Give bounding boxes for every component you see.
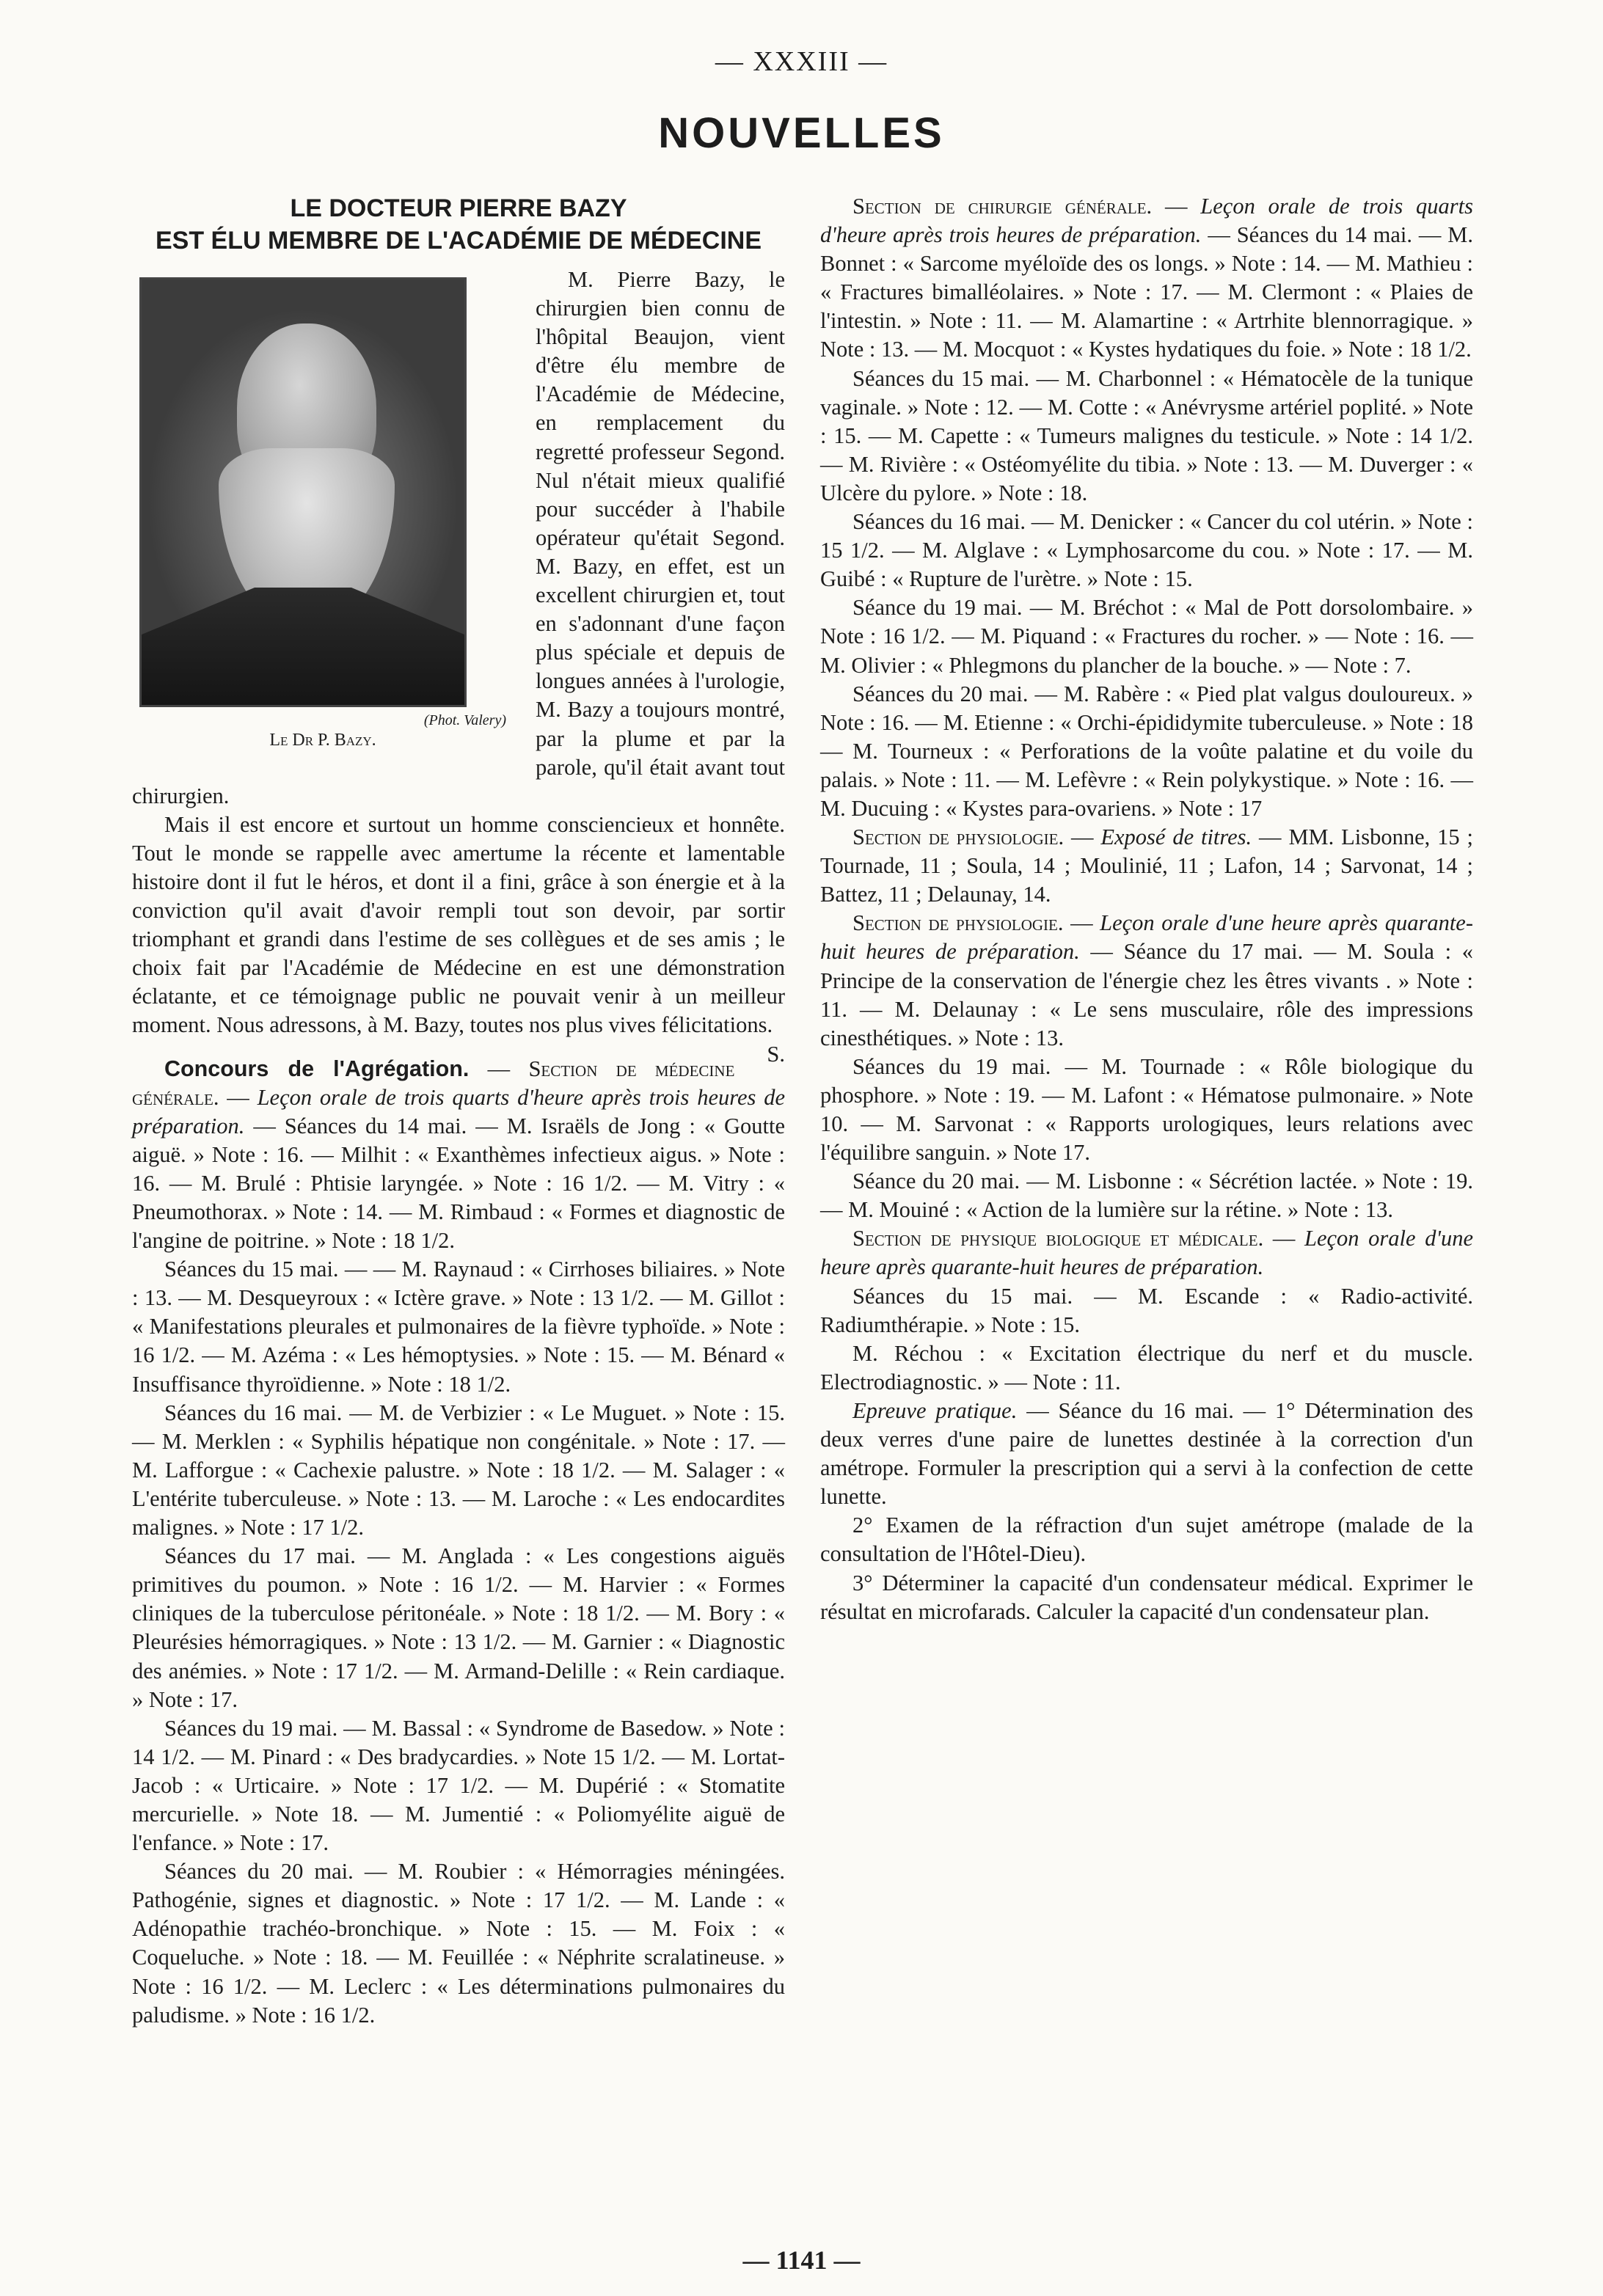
article-signature: S. <box>767 1041 785 1067</box>
section-physique-intro-paragraph: Section de physique biologique et médicale. — Leçon orale d'une heure après quarante-huit heures de préparation. <box>820 1226 1474 1280</box>
section-physiologie-intro: Exposé de titres. <box>1100 825 1252 850</box>
article-title-line2: EST ÉLU MEMBRE DE L'ACADÉMIE DE MÉDECINE <box>155 227 762 255</box>
section-physiologie-titres: Section de physiologie. — Exposé de titres. — MM. Lisbonne, 15 ; Tournade, 11 ; Soula, 14 ; Moulinié, 11 ; Lafon, 14 ; Sarvonat, 14 ; Battez, 11 ; Delaunay, 14. <box>820 825 1474 907</box>
portrait-photo <box>139 277 467 707</box>
section-physiologie-lecon-p3: Séance du 20 mai. — M. Lisbonne : « Sécrétion lactée. » Note : 19. — M. Mouiné : « Action de la lumière sur la rétine. » Note : 13. <box>820 1169 1473 1223</box>
left-column <box>132 192 785 2030</box>
section-physique-heading: Section de physique biologique et médicale. <box>852 1226 1264 1251</box>
section-physiologie-lecon-p2: Séances du 19 mai. — M. Tournade : « Rôle biologique du phosphore. » Note : 19. — M. Lafont : « Hématose pulmonaire. » Note 10. — M. Sarvonat : « Rapports urologiques, leurs relations avec l'équilibre sanguin. » Note 17. <box>820 1053 1473 1166</box>
section-physique-p2: M. Réchou : « Excitation électrique du nerf et du muscle. Electrodiagnostic. » — Note : 11. <box>820 1340 1473 1394</box>
epreuve-pratique-p1-text: — Séance du 16 mai. — 1° Détermination des deux verres d'une paire de lunettes destinée à la correction d'un amétrope. Formuler la prescription qui a servi à la confection de cette lunette. <box>820 1397 1474 1510</box>
article-paragraph-2-text: Mais il est encore et surtout un homme consciencieux et honnête. Tout le monde se rappelle avec amertume la récente et lamentable histoire dont il fut le héros, et dont il a fini, grâce à son énergie et à la conviction qu'il avait d'avoir rempli tout son devoir, par sortir triomphant et grandi dans l'estime de ses collègues et de ses amis ; le choix fait par l'Académie de Médecine en est une démonstration éclatante, et ce témoignage public ne pouvait venir à un meilleur moment. Nous adressons, à M. Bazy, toutes nos plus vives félicitations. <box>132 811 785 1038</box>
epreuve-pratique-p2: 2° Examen de la réfraction d'un sujet amétrope (malade de la consultation de l'Hôtel-Dieu). <box>820 1513 1473 1567</box>
epreuve-pratique-p1 <box>820 1397 1473 1511</box>
concours-paragraph: Concours de l'Agrégation. — Section de médecine générale. — Leçon orale de trois quarts d'heure après trois heures de préparation. — Séances du 14 mai. — M. Israëls de Jong : « Goutte aiguë. » Note : 16. — Milhit : « Exanthèmes infectieux aigus. » Note : 16. — M. Brulé : Phtisie laryngée. » Note : 16 1/2. — M. Vitry : « Pneumothorax. » Note : 14. — M. Rimbaud : « Formes et diagnostic de l'angine de poitrine. » Note : 18 1/2. <box>132 1056 785 1254</box>
concours-heading: Concours de l'Agrégation. <box>164 1056 470 1081</box>
right-column <box>820 192 1473 1626</box>
photo-credit: (Phot. Valery) <box>423 712 506 728</box>
section-chirurgie-p5: Séances du 20 mai. — M. Rabère : « Pied plat valgus douloureux. » Note : 16. — M. Etienne : « Orchi-épididymite tuberculeuse. » Note : 18 — M. Tourneux : « Perforations de la voûte palatine et du voile du palais. » Note : 11. — M. Lefèvre : « Rein polykystique. » Note : 16. — M. Ducuing : « Kystes para-ovariens. » Note : 17 <box>820 681 1473 821</box>
article-paragraph-2 <box>132 811 785 1067</box>
section-chirurgie-p4: Séance du 19 mai. — M. Bréchot : « Mal de Pott dorsolombaire. » Note : 16 1/2. — M. Piquand : « Fractures du rocher. » — Note : 16. — M. Olivier : « Phlegmons du plancher de la bouche. » — Note : 7. <box>820 595 1473 678</box>
section-medecine-p4: Séances du 17 mai. — M. Anglada : « Les congestions aiguës primitives du poumon. » Note : 16 1/2. — M. Harvier : « Formes cliniques de la tuberculose péritonéale. » Note : 18 1/2. — M. Bory : « Pleurésies hémorragiques. » Note : 13 1/2. — M. Garnier : « Diagnostic des anémies. » Note : 17 1/2. — M. Armand-Delille : « Rein cardiaque. » Note : 17. <box>132 1543 785 1712</box>
article-title-line1: LE DOCTEUR PIERRE BAZY <box>290 194 627 222</box>
page-number: — XXXIII — <box>715 46 888 77</box>
section-rubric: NOUVELLES <box>658 109 945 157</box>
epreuve-pratique-label: Epreuve pratique. <box>852 1397 1018 1423</box>
page-footer-number: — 1141 — <box>742 2245 861 2275</box>
section-medecine-intro: Leçon orale de trois quarts d'heure après trois heures de préparation. <box>132 1084 785 1138</box>
photo-caption: Le Dr P. Bazy. <box>269 731 376 750</box>
section-medecine-heading: Section de médecine générale. <box>132 1056 735 1110</box>
article-paragraph-1: M. Pierre Bazy, le chirurgien bien connu de l'hôpital Beaujon, vient d'être élu membre de l'Académie de Médecine, en remplacement du regretté professeur Segond. Nul n'était mieux qualifié pour succéder à l'habile opérateur qu'était Segond. M. Bazy, en effet, est un excellent chirurgien et, tout en s'adonnant d'une façon plus spéciale et depuis de longues années à l'urologie, M. Bazy a toujours montré, par la plume et par la parole, qu'il était avant tout chirurgien. <box>132 267 785 808</box>
section-medecine-p6: Séances du 20 mai. — M. Roubier : « Hémorragies méningées. Pathogénie, signes et diagnostic. » Note : 17 1/2. — M. Lande : « Adénopathie trachéo-bronchique. » Note : 15. — M. Foix : « Coqueluche. » Note : 18. — M. Feuillée : « Néphrite scralatineuse. » Note : 16 1/2. — M. Leclerc : « Les déterminations pulmonaires du paludisme. » Note : 16 1/2. <box>132 1859 785 2028</box>
portrait-coat <box>142 588 464 705</box>
section-physiologie-heading: Section de physiologie. <box>852 825 1065 850</box>
section-physiologie-lecon-p1-text: Séance du 17 mai. — M. Soula : « Principe de la conservation de l'énergie chez les êtres vivants . » Note : 11. — M. Delaunay : « Le sens musculaire, rôle des impressions cinesthétiques. » Note : 13. <box>820 939 1474 1050</box>
section-physique-intro: Leçon orale d'une heure après quarante-huit heures de préparation. <box>820 1226 1474 1280</box>
section-chirurgie-p3: Séances du 16 mai. — M. Denicker : « Cancer du col utérin. » Note : 15 1/2. — M. Alglave : « Lymphosarcome du cou. » Note : 17. — M. Guibé : « Rupture de l'urètre. » Note : 15. <box>820 509 1473 592</box>
section-physiologie-text: MM. Lisbonne, 15 ; Tournade, 11 ; Soula, 14 ; Moulinié, 11 ; Lafon, 14 ; Sarvonat, 14 ; Battez, 11 ; Delaunay, 14. <box>820 825 1474 907</box>
section-medecine-p2: Séances du 15 mai. — — M. Raynaud : « Cirrhoses biliaires. » Note : 13. — M. Desqueyroux : « Ictère grave. » Note : 13 1/2. — M. Gillot : « Manifestations pleurales et pulmonaires de la fièvre typhoïde. » Note : 16 1/2. — M. Azéma : « Les hémoptysies. » Note : 15. — M. Bénard « Insuffisance thyroïdienne. » Note : 18 1/2. <box>132 1257 785 1397</box>
section-chirurgie-p2: Séances du 15 mai. — M. Charbonnel : « Hématocèle de la tunique vaginale. » Note : 12. — M. Cotte : « Anévrysme artériel poplité. » Note : 15. — M. Capette : « Tumeurs malignes du testicule. » Note : 14 1/2. — M. Rivière : « Ostéomyélite du tibia. » Note : 13. — M. Duverger : « Ulcère du pylore. » Note : 18. <box>820 365 1473 505</box>
section-physiologie-lecon-intro: Leçon orale d'une heure après quarante-huit heures de préparation. <box>820 910 1473 965</box>
section-chirurgie-intro: Leçon orale de trois quarts d'heure après trois heures de préparation. <box>820 194 1473 248</box>
section-medecine-p1: Séances du 14 mai. — M. Israëls de Jong : « Goutte aiguë. » Note : 16. — Milhit : « Exanthèmes infectieux aigus. » Note : 16. — M. Brulé : Phtisie laryngée. » Note : 16 1/2. — M. Vitry : « Pneumothorax. » Note : 14. — M. Rimbaud : « Formes et diagnostic de l'angine de poitrine. » Note : 18 1/2. <box>132 1113 785 1254</box>
section-physiologie-lecon-p1: Section de physiologie. — Leçon orale d'une heure après quarante-huit heures de préparation. — Séance du 17 mai. — M. Soula : « Principe de la conservation de l'énergie chez les êtres vivants . » Note : 11. — M. Delaunay : « Le sens musculaire, rôle des impressions cinesthétiques. » Note : 13. <box>820 910 1474 1050</box>
section-physique-p1: Séances du 15 mai. — M. Escande : « Radio-activité. Radiumthérapie. » Note : 15. <box>820 1283 1473 1337</box>
section-chirurgie-p1-text: Séances du 14 mai. — M. Bonnet : « Sarcome myéloïde des os longs. » Note : 14. — M. Mathieu : « Fractures bimalléolaires. » Note : 17. — M. Clermont : « Plaies de l'intestin. » Note : 11. — M. Alamartine : « Artrhite blennorragique. » Note : 13. — M. Mocquot : « Kystes hydatiques du foie. » Note : 18 1/2. <box>820 222 1474 362</box>
portrait-figure <box>132 277 514 751</box>
section-chirurgie-p1: Section de chirurgie générale. — Leçon orale de trois quarts d'heure après trois heures de préparation. — Séances du 14 mai. — M. Bonnet : « Sarcome myéloïde des os longs. » Note : 14. — M. Mathieu : « Fractures bimalléolaires. » Note : 17. — M. Clermont : « Plaies de l'intestin. » Note : 11. — M. Alamartine : « Artrhite blennorragique. » Note : 13. — M. Mocquot : « Kystes hydatiques du foie. » Note : 18 1/2. <box>820 194 1474 362</box>
section-chirurgie-heading: Section de chirurgie générale. <box>852 194 1153 219</box>
article-title <box>132 192 785 257</box>
section-medecine-p5: Séances du 19 mai. — M. Bassal : « Syndrome de Basedow. » Note : 14 1/2. — M. Pinard : « Des bradycardies. » Note 15 1/2. — M. Lortat-Jacob : « Urticaire. » Note : 17 1/2. — M. Dupérié : « Stomatite mercurielle. » Note 18. — M. Jumentié : « Poliomyélite aiguë de l'enfance. » Note : 17. <box>132 1715 785 1856</box>
epreuve-pratique-p3: 3° Déterminer la capacité d'un condensateur médical. Exprimer le résultat en microfarads. Calculer la capacité d'un condensateur plan. <box>820 1570 1473 1624</box>
section-physiologie-lecon-heading: Section de physiologie. <box>852 910 1064 936</box>
section-medecine-p3: Séances du 16 mai. — M. de Verbizier : « Le Muguet. » Note : 15. — M. Merklen : « Syphilis hépatique non congénitale. » Note : 17. — M. Lafforgue : « Cachexie palustre. » Note : 18 1/2. — M. Salager : « L'entérite tuberculeuse. » Note : 13. — M. Laroche : « Les endocardites malignes. » Note : 17 1/2. <box>132 1400 785 1540</box>
